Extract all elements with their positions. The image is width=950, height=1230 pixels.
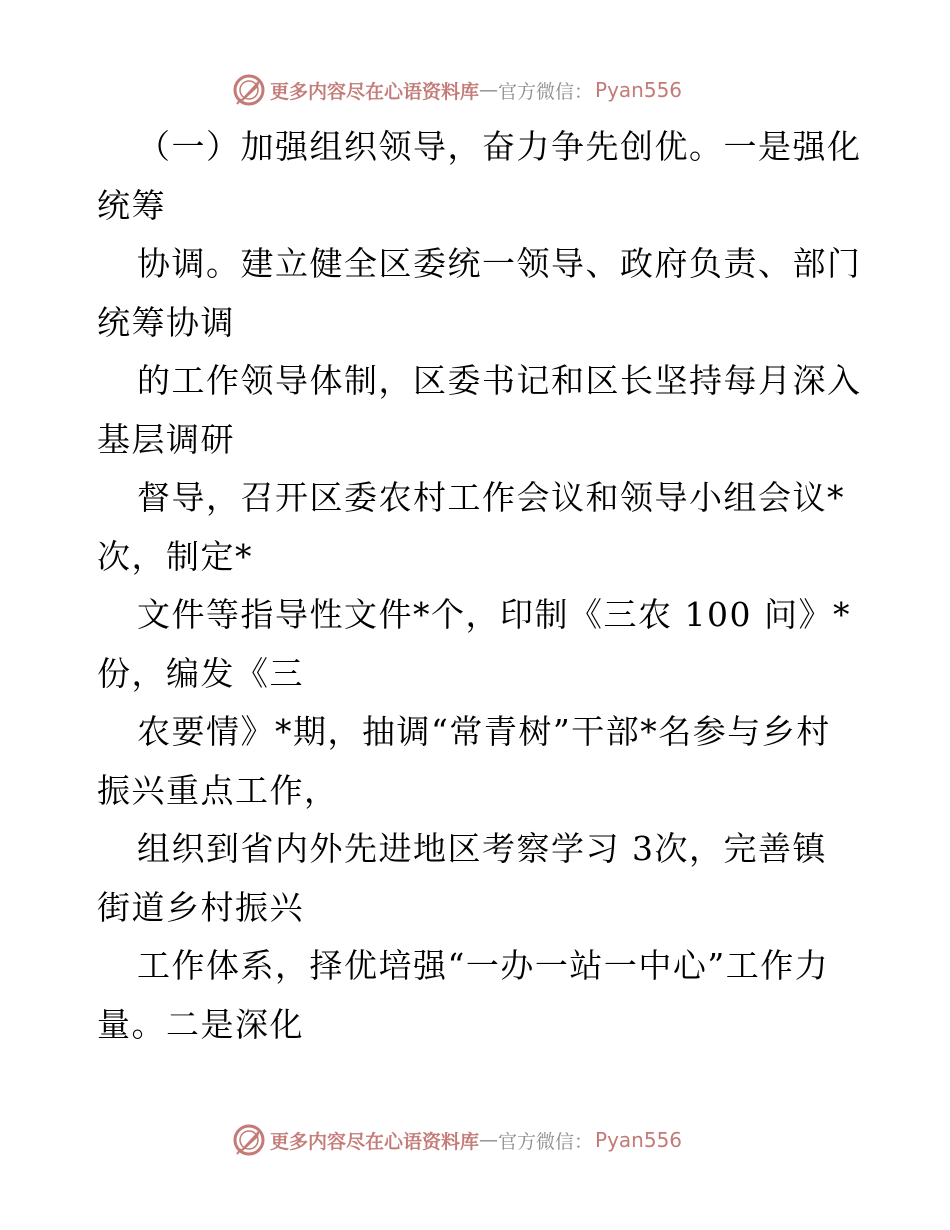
- text-line: 统筹协调: [97, 302, 235, 342]
- text-line: 次，制定*: [97, 536, 253, 576]
- banner-dash: —: [479, 1129, 499, 1151]
- header-banner: [232, 70, 682, 110]
- text-line: 街道乡村振兴: [97, 887, 304, 927]
- banner-title: 更多内容尽在心语资料库: [270, 80, 480, 103]
- text-line: 统筹: [97, 185, 166, 225]
- text-line: （一）加强组织领导，奋力争先创优。一是强化: [137, 127, 862, 166]
- banner-dash: —: [479, 79, 499, 101]
- text-line: 量。二是深化: [97, 1004, 304, 1044]
- text-line: 基层调研: [97, 419, 235, 459]
- quill-pen-logo-icon: [232, 1123, 266, 1157]
- banner-wechat-id: Pyan556: [595, 1128, 683, 1152]
- banner-wechat-label: 官方微信：: [498, 1130, 594, 1153]
- text-line: 振兴重点工作，: [97, 770, 339, 810]
- text-line: 的工作领导体制，区委书记和区长坚持每月深入: [137, 361, 862, 400]
- text-line: 组织到省内外先进地区考察学习 3次，完善镇: [137, 829, 827, 868]
- banner-wechat-label: 官方微信：: [498, 80, 594, 103]
- quill-pen-logo-icon: [232, 73, 266, 107]
- banner-title: 更多内容尽在心语资料库: [270, 1130, 480, 1153]
- text-line: 督导，召开区委农村工作会议和领导小组会议*: [137, 478, 845, 517]
- footer-banner: [232, 1120, 682, 1160]
- text-line: 份，编发《三: [97, 653, 304, 693]
- body-text: [97, 118, 862, 1054]
- text-line: 协调。建立健全区委统一领导、政府负责、部门: [137, 244, 862, 283]
- banner-wechat-id: Pyan556: [595, 78, 683, 102]
- text-line: 工作体系，择优培强“一办一站一中心”工作力: [137, 946, 830, 985]
- text-line: 农要情》*期，抽调“常青树”干部*名参与乡村: [137, 712, 831, 751]
- text-line: 文件等指导性文件*个，印制《三农 100 问》*: [137, 595, 851, 634]
